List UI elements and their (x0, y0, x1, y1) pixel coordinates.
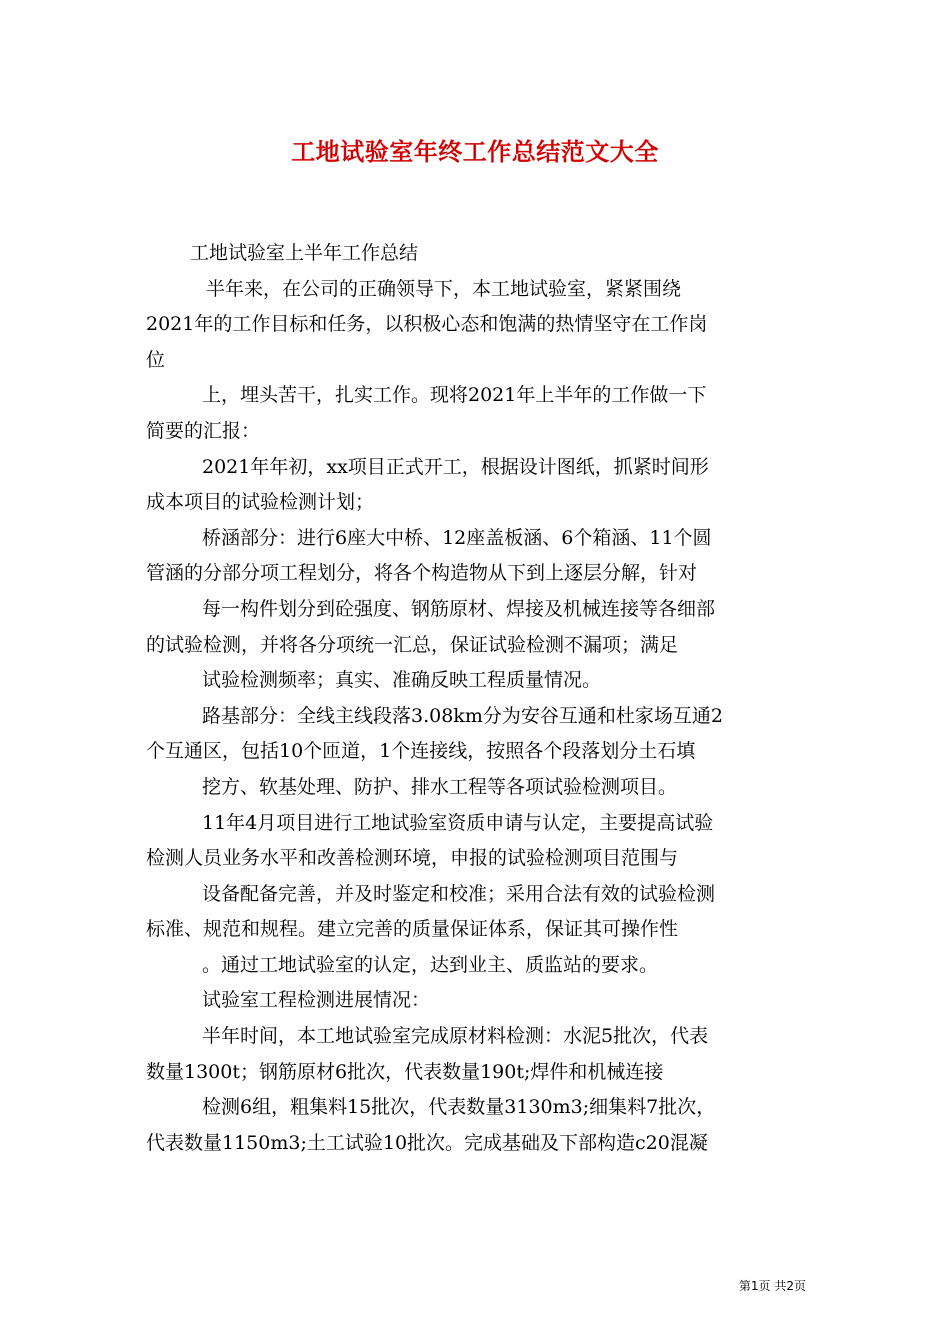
text-line: 11年4月项目进行工地试验室资质申请与认定，主要提高试验 (202, 811, 714, 834)
text-line: 。通过工地试验室的认定，达到业主、质监站的要求。 (202, 953, 659, 976)
text-line: 管涵的分部分项工程划分，将各个构造物从下到上逐层分解，针对 (146, 562, 698, 585)
text-line: 检测人员业务水平和改善检测环境，申报的试验检测项目范围与 (146, 847, 679, 870)
document-title: 工地试验室年终工作总结范文大全 (291, 137, 659, 166)
text-line: 工地试验室上半年工作总结 (190, 242, 419, 264)
page-footer: 第1页 共2页 (738, 1279, 806, 1293)
text-line: 2021年的工作目标和任务，以积极心态和饱满的热情坚守在工作岗 (146, 313, 708, 336)
text-line: 路基部分：全线主线段落3.08km分为安谷互通和杜家场互通2 (202, 704, 723, 727)
text-line: 位 (146, 348, 166, 371)
document-body (146, 236, 810, 1161)
text-line: 数量1300t；钢筋原材6批次，代表数量190t;焊件和机械连接 (146, 1060, 664, 1083)
text-line: 试验检测频率；真实、准确反映工程质量情况。 (202, 669, 602, 692)
text-line: 简要的汇报： (146, 419, 261, 442)
text-line: 成本项目的试验检测计划； (146, 491, 375, 514)
text-line: 挖方、软基处理、防护、排水工程等各项试验检测项目。 (202, 775, 678, 798)
text-line: 设备配备完善，并及时鉴定和校准；采用合法有效的试验检测 (202, 882, 716, 905)
text-line: 半年来，在公司的正确领导下，本工地试验室，紧紧围绕 (206, 277, 682, 300)
text-line: 的试验检测，并将各分项统一汇总，保证试验检测不漏项；满足 (146, 633, 679, 656)
text-line: 桥涵部分：进行6座大中桥、12座盖板涵、6个箱涵、11个圆 (202, 526, 712, 549)
text-line: 个互通区，包括10个匝道，1个连接线，按照各个段落划分土石填 (146, 740, 696, 763)
text-line: 检测6组，粗集料15批次，代表数量3130m3;细集料7批次， (202, 1096, 716, 1119)
text-line: 试验室工程检测进展情况： (202, 989, 431, 1012)
text-line: 代表数量1150m3;土工试验10批次。完成基础及下部构造c20混凝 (146, 1131, 708, 1154)
text-line: 2021年年初，xx项目正式开工，根据设计图纸，抓紧时间形 (202, 455, 709, 478)
text-line: 半年时间，本工地试验室完成原材料检测：水泥5批次，代表 (202, 1025, 709, 1048)
text-line: 标准、规范和规程。建立完善的质量保证体系，保证其可操作性 (146, 918, 679, 941)
text-line: 每一构件划分到砼强度、钢筋原材、焊接及机械连接等各细部 (202, 597, 716, 620)
text-line: 上，埋头苦干，扎实工作。现将2021年上半年的工作做一下 (202, 384, 707, 407)
